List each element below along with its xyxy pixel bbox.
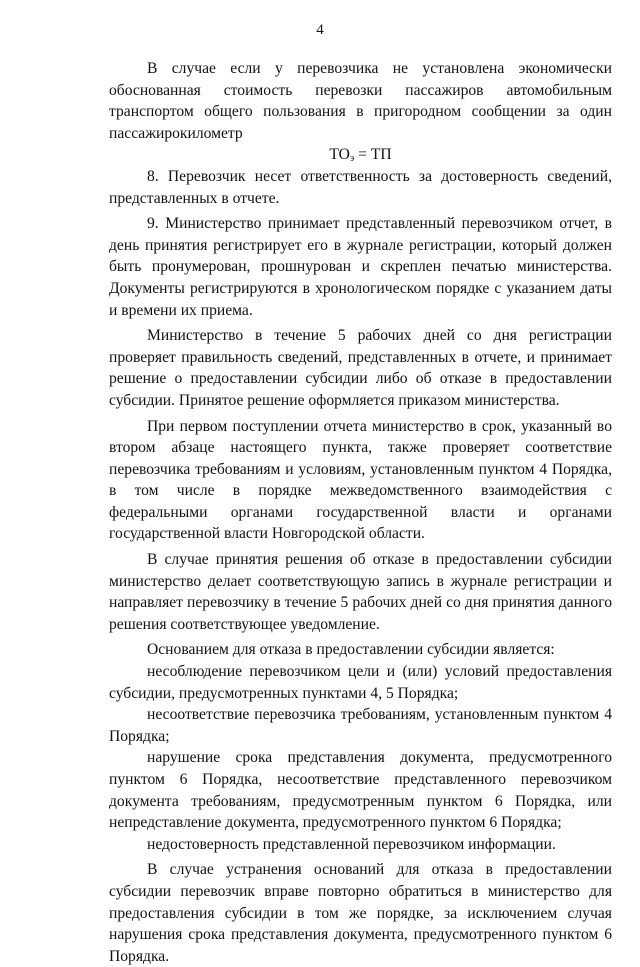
paragraph: 8. Перевозчик несет ответственность за достоверность сведений, представленных в отчете. [109, 167, 612, 207]
paragraph: В случае принятия решения об отказе в предоставлении субсидии министерство делает соответствующую запись в журнале регистрации и направляет перевозчику в течение 5 рабочих дней со дня принятия данного решения соответствующее уведомление. [109, 551, 612, 633]
formula-right: = ТП [358, 146, 392, 164]
paragraph: В случае если у перевозчика не установлена экономически обоснованная стоимость перевозки пассажиров автомобильным транспортом общего пользования в пригородном сообщении за один пассажирокилометр [109, 60, 612, 142]
paragraph: несоблюдение перевозчиком цели и (или) условий предоставления субсидии, предусмотренных пунктами 4, 5 Порядка; [109, 663, 612, 702]
paragraph: Основанием для отказа в предоставлении субсидии является: [147, 641, 555, 659]
paragraph: недостоверность представленной перевозчиком информации. [147, 835, 556, 853]
paragraph: нарушение срока представления документа, предусмотренного пунктом 6 Порядка, несоответствие представленного перевозчиком документа требованиям, предусмотренным пунктом 6 Порядка, или непредставление документа, предусмотренного пунктом 6 Порядка; [109, 749, 612, 832]
paragraph: несоответствие перевозчика требованиям, установленным пунктом 4 Порядка; [109, 706, 612, 745]
formula-subscript: э [349, 153, 355, 165]
paragraph: В случае устранения оснований для отказа в предоставлении субсидии перевозчик вправе повторно обратиться в министерство для предоставления субсидии в том же порядке, за исключением случая нарушения срока представления документа, предусмотренного пунктом 6 Порядка. [109, 861, 612, 965]
page-number: 4 [316, 22, 324, 38]
document-body [109, 58, 612, 967]
paragraph: При первом поступлении отчета министерство в срок, указанный во втором абзаце настоящего пункта, также проверяет соответствие перевозчика требованиям и условиям, установленным пунктом 4 Порядка, в том числе в порядке межведомственного взаимодействия с федеральными органами государственной власти и органами государственной власти Новгородской области. [109, 417, 612, 543]
paragraph: 9. Министерство принимает представленный перевозчиком отчет, в день принятия регистрирует его в журнале регистрации, который должен быть пронумерован, прошнурован и скреплен печатью министерства. Документы регистрируются в хронологическом порядке с указанием даты и времени их приема. [109, 215, 612, 319]
formula-left: ТО [329, 146, 350, 164]
paragraph: Министерство в течение 5 рабочих дней со дня регистрации проверяет правильность сведений, представленных в отчете, и принимает решение о предоставлении субсидии либо об отказе в предоставлении субсидии. Принятое решение оформляется приказом министерства. [109, 327, 612, 409]
formula [109, 144, 612, 166]
